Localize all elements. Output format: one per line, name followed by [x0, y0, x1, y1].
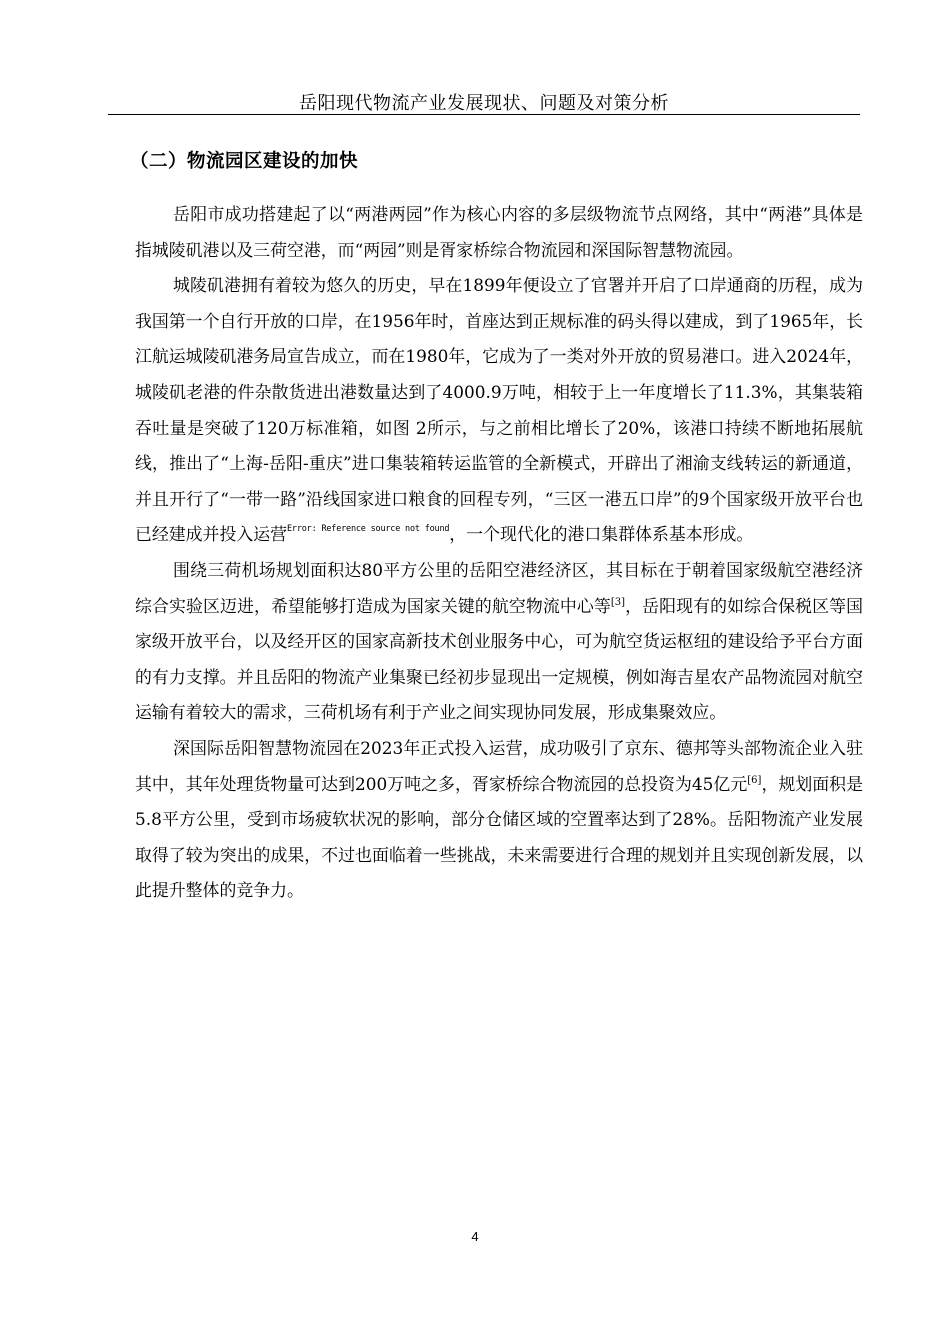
body-text — [135, 197, 863, 909]
running-header-title: 岳阳现代物流产业发展现状、问题及对策分析 — [299, 93, 669, 114]
section-heading: （二）物流园区建设的加快 — [130, 151, 359, 172]
paragraph-text: 深国际岳阳智慧物流园在2023年正式投入运营，成功吸引了京东、德邦等头部物流企业入驻其中，其年处理货物量可达到200万吨之多，胥家桥综合物流园的总投资为45亿元 — [135, 737, 863, 794]
page-number: 4 — [471, 1229, 479, 1244]
citation-error-superscript: Error: Reference source not found — [287, 524, 450, 535]
paragraph-text: 围绕三荷机场规划面积达80平方公里的岳阳空港经济区，其目标在于朝着国家级航空港经济综合实验区迈进，希望能够打造成为国家关键的航空物流中心等 — [135, 559, 863, 616]
paragraph-text: 城陵矶港拥有着较为悠久的历史，早在1899年便设立了官署并开启了口岸通商的历程，成为我国第一个自行开放的口岸，在1956年时，首座达到正规标准的码头得以建成，到了1965年，长江航运城陵矶港务局宣告成立，而在1980年，它成为了一类对外开放的贸易港口。进入2024年，城陵矶老港的件杂散货进出港数量达到了4000.9万吨，相较于上一年度增长了11.3%，其集装箱吞吐量是突破了120万标准箱，如图 2所示，与之前相比增长了20%，该港口持续不断地拓展航线，推出了“上海-岳阳-重庆”进口集装箱转运监管的全新模式，开辟出了湘渝支线转运的新通道，并且开行了“一带一路”沿线国家进口粮食的回程专列，“三区一港五口岸”的9个国家级开放平台也已经建成并投入运营 — [135, 275, 863, 545]
header-divider — [108, 114, 860, 115]
citation-superscript: [3] — [610, 596, 626, 608]
paragraph — [135, 731, 863, 909]
paragraph-text: 岳阳市成功搭建起了以“两港两园”作为核心内容的多层级物流节点网络，其中“两港”具体是指城陵矶港以及三荷空港，而“两园”则是胥家桥综合物流园和深国际智慧物流园。 — [135, 204, 863, 260]
paragraph — [135, 197, 863, 268]
citation-superscript: [6] — [747, 774, 762, 786]
paragraph-text: ，一个现代化的港口集群体系基本形成。 — [449, 524, 754, 545]
paragraph — [135, 553, 863, 731]
paragraph-text: ，规划面积是5.8平方公里，受到市场疲软状况的影响，部分仓储区域的空置率达到了28%。岳阳物流产业发展取得了较为突出的成果，不过也面临着一些挑战，未来需要进行合理的规划并且实现创新发展，以此提升整体的竞争力。 — [135, 773, 863, 901]
paragraph — [135, 268, 863, 553]
paragraph-text: ，岳阳现有的如综合保税区等国家级开放平台，以及经开区的国家高新技术创业服务中心，可为航空货运枢纽的建设给予平台方面的有力支撑。并且岳阳的物流产业集聚已经初步显现出一定规模，例如海吉星农产品物流园对航空运输有着较大的需求，三荷机场有利于产业之间实现协同发展，形成集聚效应。 — [135, 595, 864, 723]
